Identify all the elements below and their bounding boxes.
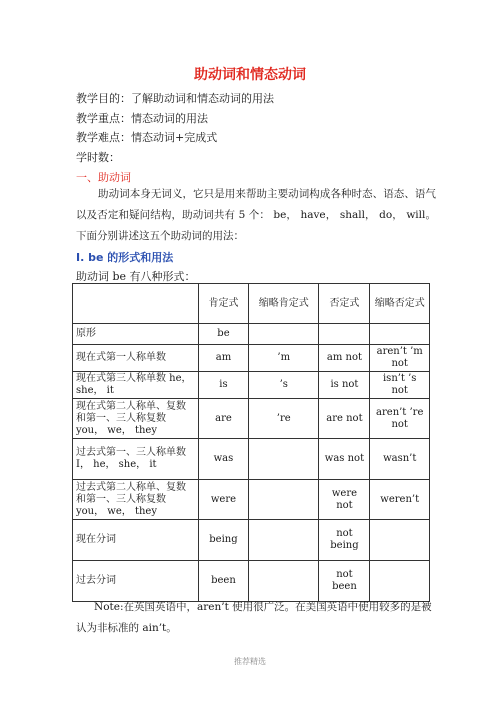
teaching-aim: 教学目的：了解助动词和情态动词的用法	[76, 92, 274, 105]
table-cell: being	[198, 520, 248, 561]
table-cell: ’s	[249, 372, 319, 399]
table-header-cell: 肯定式	[198, 284, 248, 324]
table-cell	[249, 561, 319, 602]
teaching-hours: 学时数：	[76, 151, 120, 164]
section-paragraph: 助动词本身无词义，它只是用来帮助主要动词构成各种时态、语态、语气以及否定和疑问结构，助动词共有 5 个： be， have， shall， do， will。下面分别讲述这五个助动词的用法：	[76, 188, 436, 242]
table-cell: ’re	[249, 399, 319, 439]
table-header-cell: 否定式	[319, 284, 370, 324]
table-cell	[249, 480, 319, 520]
table-cell	[370, 520, 430, 561]
subsection-intro: 助动词 be 有八种形式：	[76, 270, 196, 283]
table-cell: is not	[319, 372, 370, 399]
table-cell: is	[198, 372, 248, 399]
table-cell: not been	[319, 561, 370, 602]
table-cell: 现在式第三人称单数 he， she， it	[73, 372, 199, 399]
table-header-cell: 缩略否定式	[370, 284, 430, 324]
table-row	[73, 399, 430, 439]
table-row	[73, 520, 430, 561]
be-forms-table	[72, 283, 430, 602]
subsection-heading-be: Ⅰ. be 的形式和用法	[76, 251, 174, 264]
table-row	[73, 345, 430, 372]
table-cell: was not	[319, 439, 370, 480]
table-cell	[249, 324, 319, 345]
table-cell: 现在式第二人称单、复数和第一、三人称复数 you， we， they	[73, 399, 199, 439]
section-heading-auxiliary: 一、助动词	[76, 171, 131, 184]
table-header-cell: 缩略肯定式	[249, 284, 319, 324]
table-header-cell	[73, 284, 199, 324]
table-cell: wasn’t	[370, 439, 430, 480]
table-cell: were	[198, 480, 248, 520]
table-cell: be	[198, 324, 248, 345]
table-cell: aren’t ’re not	[370, 399, 430, 439]
table-cell: weren’t	[370, 480, 430, 520]
table-cell: 现在分词	[73, 520, 199, 561]
table-cell: not being	[319, 520, 370, 561]
table-header-row	[73, 284, 430, 324]
table-cell: 原形	[73, 324, 199, 345]
table-cell: am not	[319, 345, 370, 372]
table-cell	[249, 520, 319, 561]
table-cell: 过去式第二人称单、复数和第一、三人称复数 you， we， they	[73, 480, 199, 520]
table-cell: isn’t ’s not	[370, 372, 430, 399]
teaching-difficulty: 教学难点：情态动词+完成式	[76, 131, 218, 144]
table-cell: aren’t ’m not	[370, 345, 430, 372]
table-row	[73, 561, 430, 602]
table-cell	[249, 439, 319, 480]
table-cell: 过去分词	[73, 561, 199, 602]
table-cell	[319, 324, 370, 345]
table-row	[73, 372, 430, 399]
footer-text: 推荐精选	[234, 657, 266, 666]
table-cell: 现在式第一人称单数	[73, 345, 199, 372]
table-cell: was	[198, 439, 248, 480]
table-cell: been	[198, 561, 248, 602]
table-cell	[370, 561, 430, 602]
table-cell	[370, 324, 430, 345]
table-row	[73, 439, 430, 480]
table-cell: ’m	[249, 345, 319, 372]
page-title: 助动词和情态动词	[194, 67, 306, 83]
table-cell: 过去式第一、三人称单数 I， he， she， it	[73, 439, 199, 480]
table-cell: are not	[319, 399, 370, 439]
table-cell: are	[198, 399, 248, 439]
table-cell: am	[198, 345, 248, 372]
note-paragraph: Note:在英国英语中，aren’t 使用很广泛。在美国英语中使用较多的是被认为非标准的 ain’t。	[76, 601, 432, 634]
teaching-key-point: 教学重点：情态动词的用法	[76, 112, 208, 125]
table-cell: were not	[319, 480, 370, 520]
table-row	[73, 480, 430, 520]
table-row	[73, 324, 430, 345]
